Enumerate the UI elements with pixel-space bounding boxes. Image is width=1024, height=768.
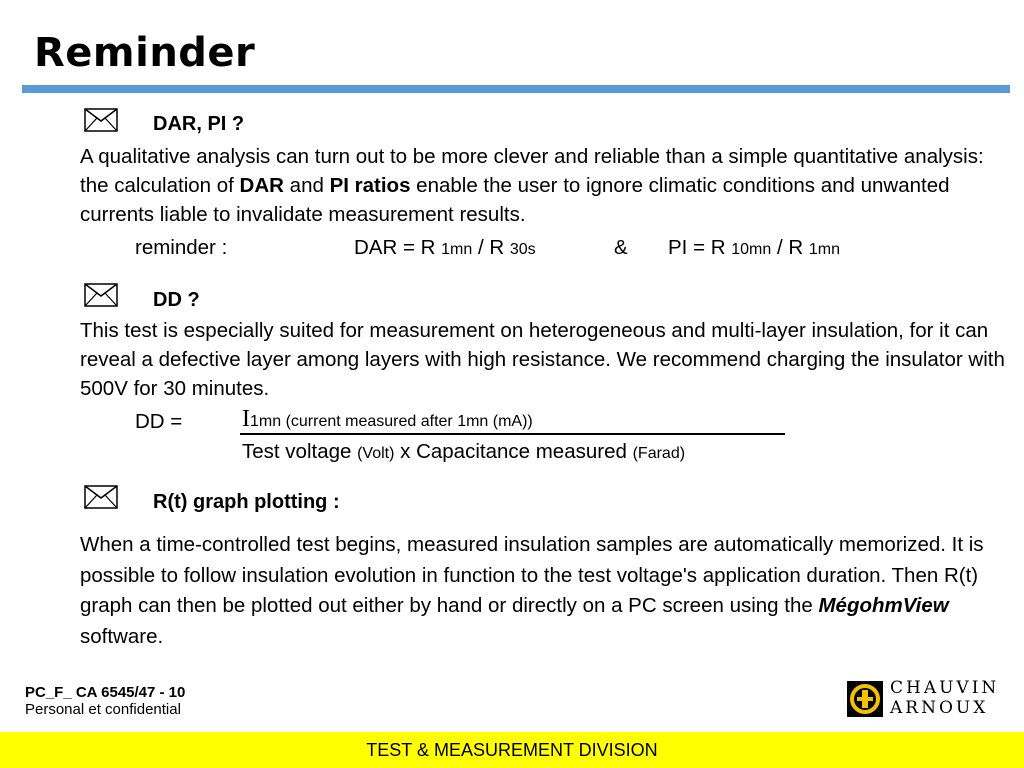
chauvin-arnoux-logo xyxy=(846,678,1006,725)
footer-division-bar: TEST & MEASUREMENT DIVISION xyxy=(0,732,1024,768)
fraction-bar xyxy=(240,433,785,435)
page-title: Reminder xyxy=(34,30,256,76)
section-paragraph-rt-graph: When a time-controlled test begins, measured insulation samples are automatically memorized. It is possible to follow insulation evolution in function to the test voltage's application duration. Then R(t) graph can then be plotted out either by hand or directly on a PC screen using the MégohmView software. xyxy=(80,533,984,648)
document-reference: PC_F_ CA 6545/47 - 10 xyxy=(25,684,186,701)
section-heading-rt-graph: R(t) graph plotting : xyxy=(153,491,340,513)
footer-document-info xyxy=(25,684,185,718)
envelope-icon xyxy=(84,108,118,132)
logo-text xyxy=(890,678,999,718)
dar-formula: DAR = R 1mn / R 30s xyxy=(354,236,536,259)
dd-denominator: Test voltage (Volt) x Capacitance measured (Farad) xyxy=(242,440,686,463)
section-paragraph-dar-pi: A qualitative analysis can turn out to be more clever and reliable than a simple quantitative analysis: the calculation of DAR and PI ratios enable the user to ignore climatic conditions and unwanted currents liable to invalidate measurement results. xyxy=(80,145,984,226)
reminder-label: reminder : xyxy=(135,236,228,259)
pi-formula: PI = R 10mn / R 1mn xyxy=(668,236,840,259)
logo-line-2: ARNOUX xyxy=(890,698,989,718)
title-underline xyxy=(22,85,1010,93)
section-heading-dd: DD ? xyxy=(153,289,200,311)
envelope-icon xyxy=(84,283,118,307)
envelope-icon xyxy=(84,485,118,509)
logo-line-1: CHAUVIN xyxy=(890,678,1000,698)
dd-label: DD = xyxy=(135,410,183,433)
dd-numerator: I1mn (current measured after 1mn (mA)) xyxy=(242,406,533,432)
ampersand: & xyxy=(614,236,628,259)
section-paragraph-dd: This test is especially suited for measurement on heterogeneous and multi-layer insulation, for it can reveal a defective layer among layers with high resistance. We recommend charging the insulator with 500V for 30 minutes. xyxy=(80,319,1005,400)
section-heading-dar-pi: DAR, PI ? xyxy=(153,113,245,135)
confidential-note: Personal et confidential xyxy=(25,701,181,718)
